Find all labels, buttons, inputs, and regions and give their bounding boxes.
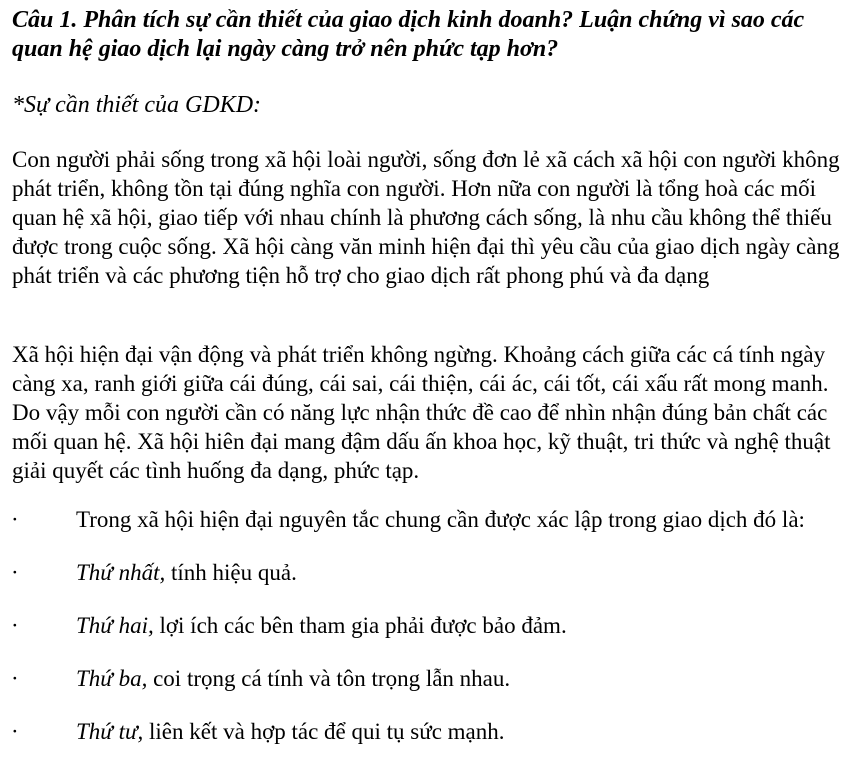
list-item-text [76,505,805,534]
list-item [0,717,860,770]
list-item-body: coi trọng cá tính và tôn trọng lẫn nhau. [147,666,511,691]
list-item-emphasis: Thứ nhất, [76,560,166,585]
list-item-emphasis: Thứ tư, [76,719,144,744]
bullet-icon: · [11,719,19,744]
paragraph-2: Xã hội hiện đại vận động và phát triển không ngừng. Khoảng cách giữa các cá tính ngày càng xa, ranh giới giữa cái đúng, cái sai, cái thiện, cái ác, cái tốt, cái xấu rất mong manh. Do vậy mỗi con người cần có năng lực nhận thức đề cao để nhìn nhận đúng bản chất các mối quan hệ. Xã hội hiên đại mang đậm dấu ấn khoa học, kỹ thuật, tri thức và nghệ thuật giải quyết các tình huống đa dạng, phức tạp. [12,342,831,483]
list-item-text [76,717,505,746]
bullet-icon: · [11,613,19,638]
list-item-body: Trong xã hội hiện đại nguyên tắc chung cần được xác lập trong giao dịch đó là: [76,507,805,532]
list-item-text [76,611,567,640]
list-item-emphasis: Thứ hai, [76,613,154,638]
list-item-text [76,558,297,587]
paragraph-1: Con người phải sống trong xã hội loài người, sống đơn lẻ xã cách xã hội con người không phát triển, không tồn tại đúng nghĩa con người. Hơn nữa con người là tổng hoà các mối quan hệ xã hội, giao tiếp với nhau chính là phương cách sống, là nhu cầu không thể thiếu được trong cuộc sống. Xã hội càng văn minh hiện đại thì yêu cầu của giao dịch ngày càng phát triển và các phương tiện hỗ trợ cho giao dịch rất phong phú và đa dạng [12,147,840,288]
question-heading: Câu 1. Phân tích sự cần thiết của giao dịch kinh doanh? Luận chứng vì sao các quan hệ giao dịch lại ngày càng trở nên phức tạp hơn? [12,7,805,62]
list-item-body: lợi ích các bên tham gia phải được bảo đảm. [153,613,567,638]
list-item-body: liên kết và hợp tác để qui tụ sức mạnh. [143,719,505,744]
bullet-icon: · [11,507,19,532]
bullet-icon: · [11,560,19,585]
section-subheading: *Sự cần thiết của GDKD: [12,92,262,118]
list-item [0,505,860,558]
principles-list [0,505,860,770]
list-item-text [76,664,510,693]
list-item-emphasis: Thứ ba, [76,666,148,691]
list-item [0,611,860,664]
list-item-body: tính hiệu quả. [165,560,297,585]
list-item [0,558,860,611]
list-item [0,664,860,717]
bullet-icon: · [11,666,19,691]
